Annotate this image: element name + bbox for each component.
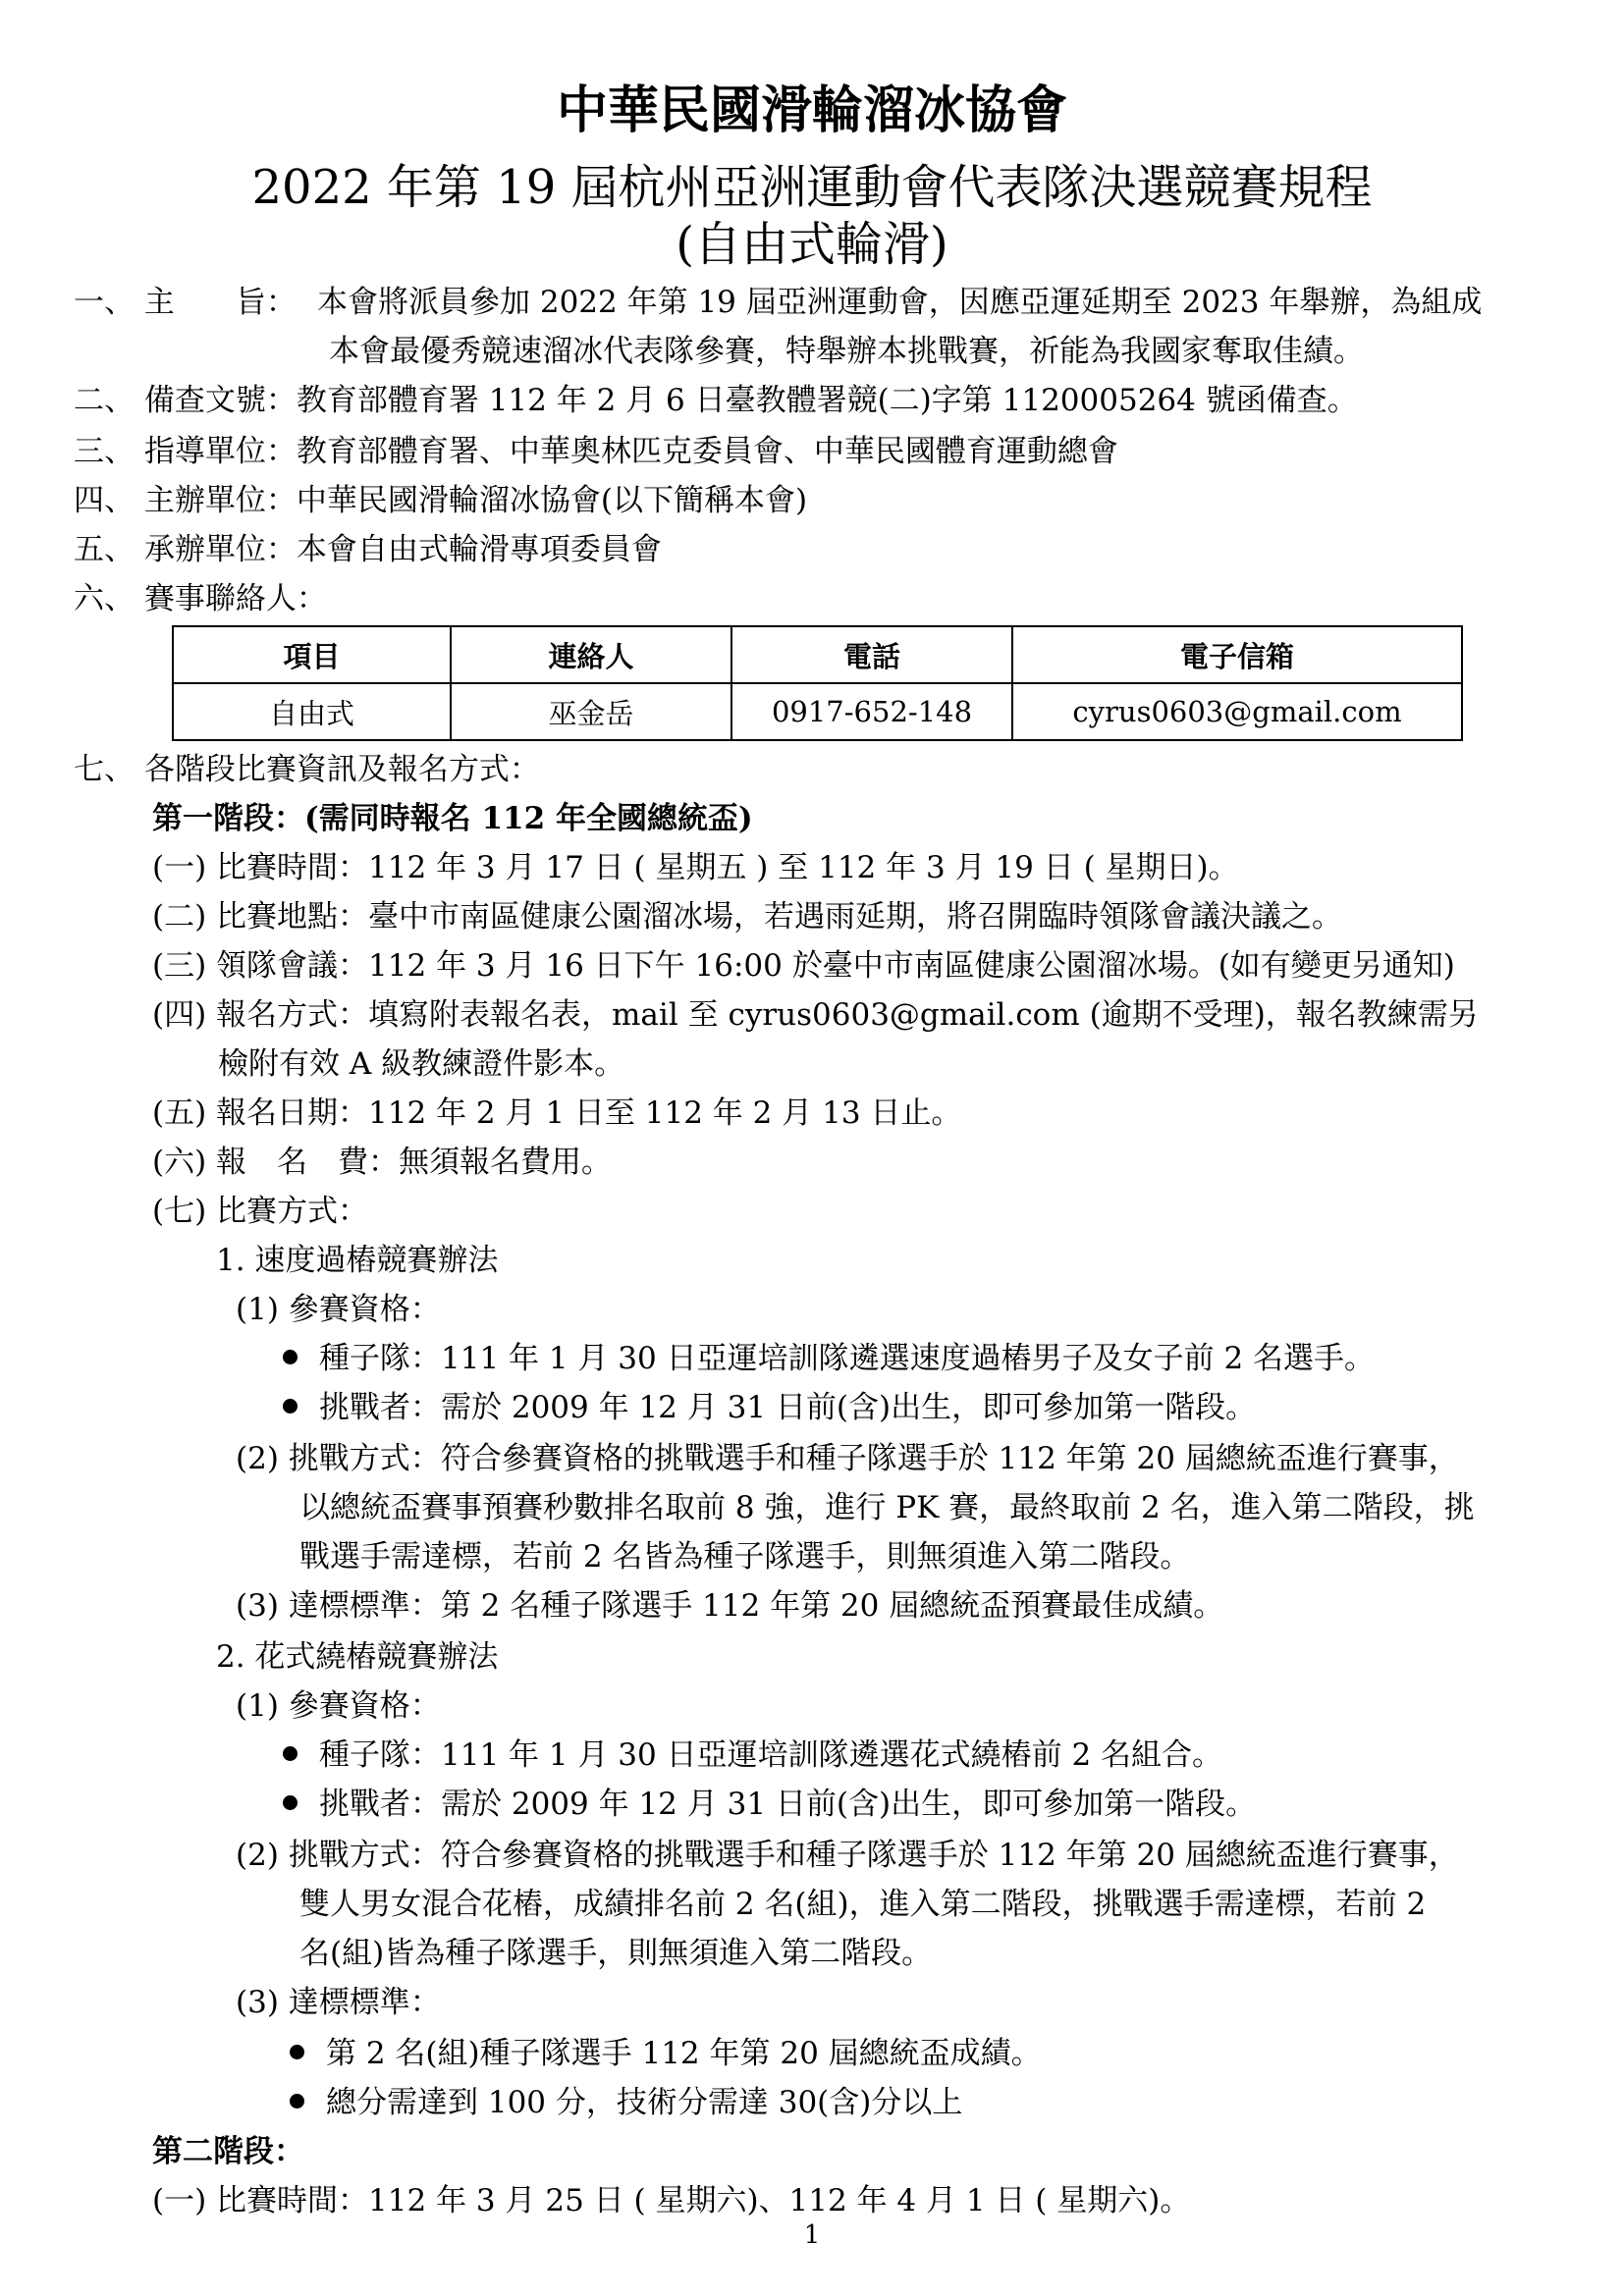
list-item xyxy=(283,1388,1256,1427)
speed-slalom-heading: 1. 速度過樁競賽辦法 xyxy=(216,1243,499,1278)
slalom-standard-1: 第 2 名(組)種子隊選手 112 年第 20 屆總統盃成績。 xyxy=(326,2036,1042,2071)
table-cell: 巫金岳 xyxy=(451,683,731,740)
org-title: 中華民國滑輪溜冰協會 xyxy=(556,80,1067,140)
speed-challenge-line-2: 以總統盃賽事預賽秒數排名取前 8 強，進行 PK 賽，最終取前 2 名，進入第二階段，挑 xyxy=(299,1490,1475,1525)
stage-1-item-4-line-2: 檢附有效 A 級教練證件影本。 xyxy=(218,1046,625,1082)
section-7: 七、 各階段比賽資訊及報名方式： xyxy=(74,752,540,787)
table-header-cell: 電話 xyxy=(731,626,1012,683)
list-item xyxy=(290,2083,962,2122)
stage-1-item-4-line-1: (四) 報名方式：填寫附表報名表，mail 至 cyrus0603@gmail.com (逾期不受理)，報名教練需另 xyxy=(152,997,1479,1033)
stage-1-item-1: (一) 比賽時間：112 年 3 月 17 日 ( 星期五 ) 至 112 年 3 月 19 日 ( 星期日)。 xyxy=(152,850,1239,885)
contact-table xyxy=(172,625,1463,741)
section-4: 四、 主辦單位：中華民國滑輪溜冰協會(以下簡稱本會) xyxy=(74,483,808,518)
table-header-cell: 連絡人 xyxy=(451,626,731,683)
list-item xyxy=(283,1339,1375,1378)
section-1-line-2: 本會最優秀競速溜冰代表隊參賽，特舉辦本挑戰賽，祈能為我國家奪取佳績。 xyxy=(329,334,1364,369)
speed-challenge-line-3: 戰選手需達標，若前 2 名皆為種子隊選手，則無須進入第二階段。 xyxy=(299,1539,1191,1575)
section-6: 六、 賽事聯絡人： xyxy=(74,581,327,616)
bullet-icon xyxy=(283,1399,298,1414)
stage-1-item-6: (六) 報 名 費：無須報名費用。 xyxy=(152,1145,613,1180)
section-1-line-1: 本會將派員參加 2022 年第 19 屆亞洲運動會，因應亞運延期至 2023 年舉辦，為組成 xyxy=(317,285,1483,320)
table-header-cell: 項目 xyxy=(173,626,451,683)
table-cell: cyrus0603@gmail.com xyxy=(1012,683,1462,740)
speed-seed-team: 種子隊：111 年 1 月 30 日亞運培訓隊遴選速度過樁男子及女子前 2 名選手。 xyxy=(319,1341,1376,1376)
stage-1-heading: 第一階段：(需同時報名 112 年全國總統盃) xyxy=(152,801,753,836)
slalom-qualification-label: (1) 參賽資格： xyxy=(236,1688,441,1724)
doc-subtitle: (自由式輪滑) xyxy=(676,217,948,272)
slalom-challenge-line-1: (2) 挑戰方式：符合參賽資格的挑戰選手和種子隊選手於 112 年第 20 屆總統盃進行賽事， xyxy=(236,1838,1459,1873)
section-1-label: 一、 主 旨： xyxy=(74,285,297,320)
stage-2-heading: 第二階段： xyxy=(152,2134,304,2169)
bullet-icon xyxy=(290,2094,304,2109)
slalom-challenge-line-3: 名(組)皆為種子隊選手，則無須進入第二階段。 xyxy=(299,1936,933,1971)
slalom-seed-team: 種子隊：111 年 1 月 30 日亞運培訓隊遴選花式繞樁前 2 名組合。 xyxy=(319,1737,1223,1773)
section-5: 五、 承辦單位：本會自由式輪滑專項委員會 xyxy=(74,532,662,567)
section-2: 二、 備查文號：教育部體育署 112 年 2 月 6 日臺教體署競(二)字第 1120005264 號函備查。 xyxy=(74,383,1358,418)
bullet-icon xyxy=(283,1350,298,1364)
table-cell: 0917-652-148 xyxy=(731,683,1012,740)
contact-table-header-row xyxy=(173,626,1462,683)
list-item xyxy=(290,2034,1042,2073)
freestyle-slalom-heading: 2. 花式繞樁競賽辦法 xyxy=(216,1639,499,1675)
slalom-challenge-line-2: 雙人男女混合花樁，成績排名前 2 名(組)，進入第二階段，挑戰選手需達標，若前 2 xyxy=(299,1887,1427,1922)
speed-qualification-label: (1) 參賽資格： xyxy=(236,1292,441,1327)
list-item xyxy=(283,1785,1256,1824)
bullet-icon xyxy=(290,2045,304,2059)
slalom-challenger: 挑戰者：需於 2009 年 12 月 31 日前(含)出生，即可參加第一階段。 xyxy=(319,1787,1257,1822)
stage-1-item-7: (七) 比賽方式： xyxy=(152,1194,369,1229)
table-header-cell: 電子信箱 xyxy=(1012,626,1462,683)
list-item xyxy=(283,1735,1222,1775)
bullet-icon xyxy=(283,1795,298,1810)
bullet-icon xyxy=(283,1746,298,1761)
doc-title: 2022 年第 19 屆杭州亞洲運動會代表隊決選競賽規程 xyxy=(251,160,1373,215)
slalom-standard-label: (3) 達標標準： xyxy=(236,1985,441,2020)
table-cell: 自由式 xyxy=(173,683,451,740)
speed-standard: (3) 達標標準：第 2 名種子隊選手 112 年第 20 屆總統盃預賽最佳成績。 xyxy=(236,1588,1224,1624)
stage-1-item-3: (三) 領隊會議：112 年 3 月 16 日下午 16:00 於臺中市南區健康公園溜冰場。(如有變更另通知) xyxy=(152,948,1455,984)
section-3: 三、 指導單位：教育部體育署、中華奧林匹克委員會、中華民國體育運動總會 xyxy=(74,434,1118,469)
stage-1-item-2: (二) 比賽地點：臺中市南區健康公園溜冰場，若遇雨延期，將召開臨時領隊會議決議之。 xyxy=(152,899,1343,934)
slalom-standard-2: 總分需達到 100 分，技術分需達 30(含)分以上 xyxy=(326,2085,963,2120)
table-row xyxy=(173,683,1462,740)
stage-1-item-5: (五) 報名日期：112 年 2 月 1 日至 112 年 2 月 13 日止。 xyxy=(152,1095,962,1131)
speed-challenger: 挑戰者：需於 2009 年 12 月 31 日前(含)出生，即可參加第一階段。 xyxy=(319,1390,1257,1425)
speed-challenge-line-1: (2) 挑戰方式：符合參賽資格的挑戰選手和種子隊選手於 112 年第 20 屆總統盃進行賽事， xyxy=(236,1441,1459,1476)
page-number: 1 xyxy=(803,2220,821,2250)
stage-2-item-1: (一) 比賽時間：112 年 3 月 25 日 ( 星期六)、112 年 4 月 1 日 ( 星期六)。 xyxy=(152,2183,1191,2218)
